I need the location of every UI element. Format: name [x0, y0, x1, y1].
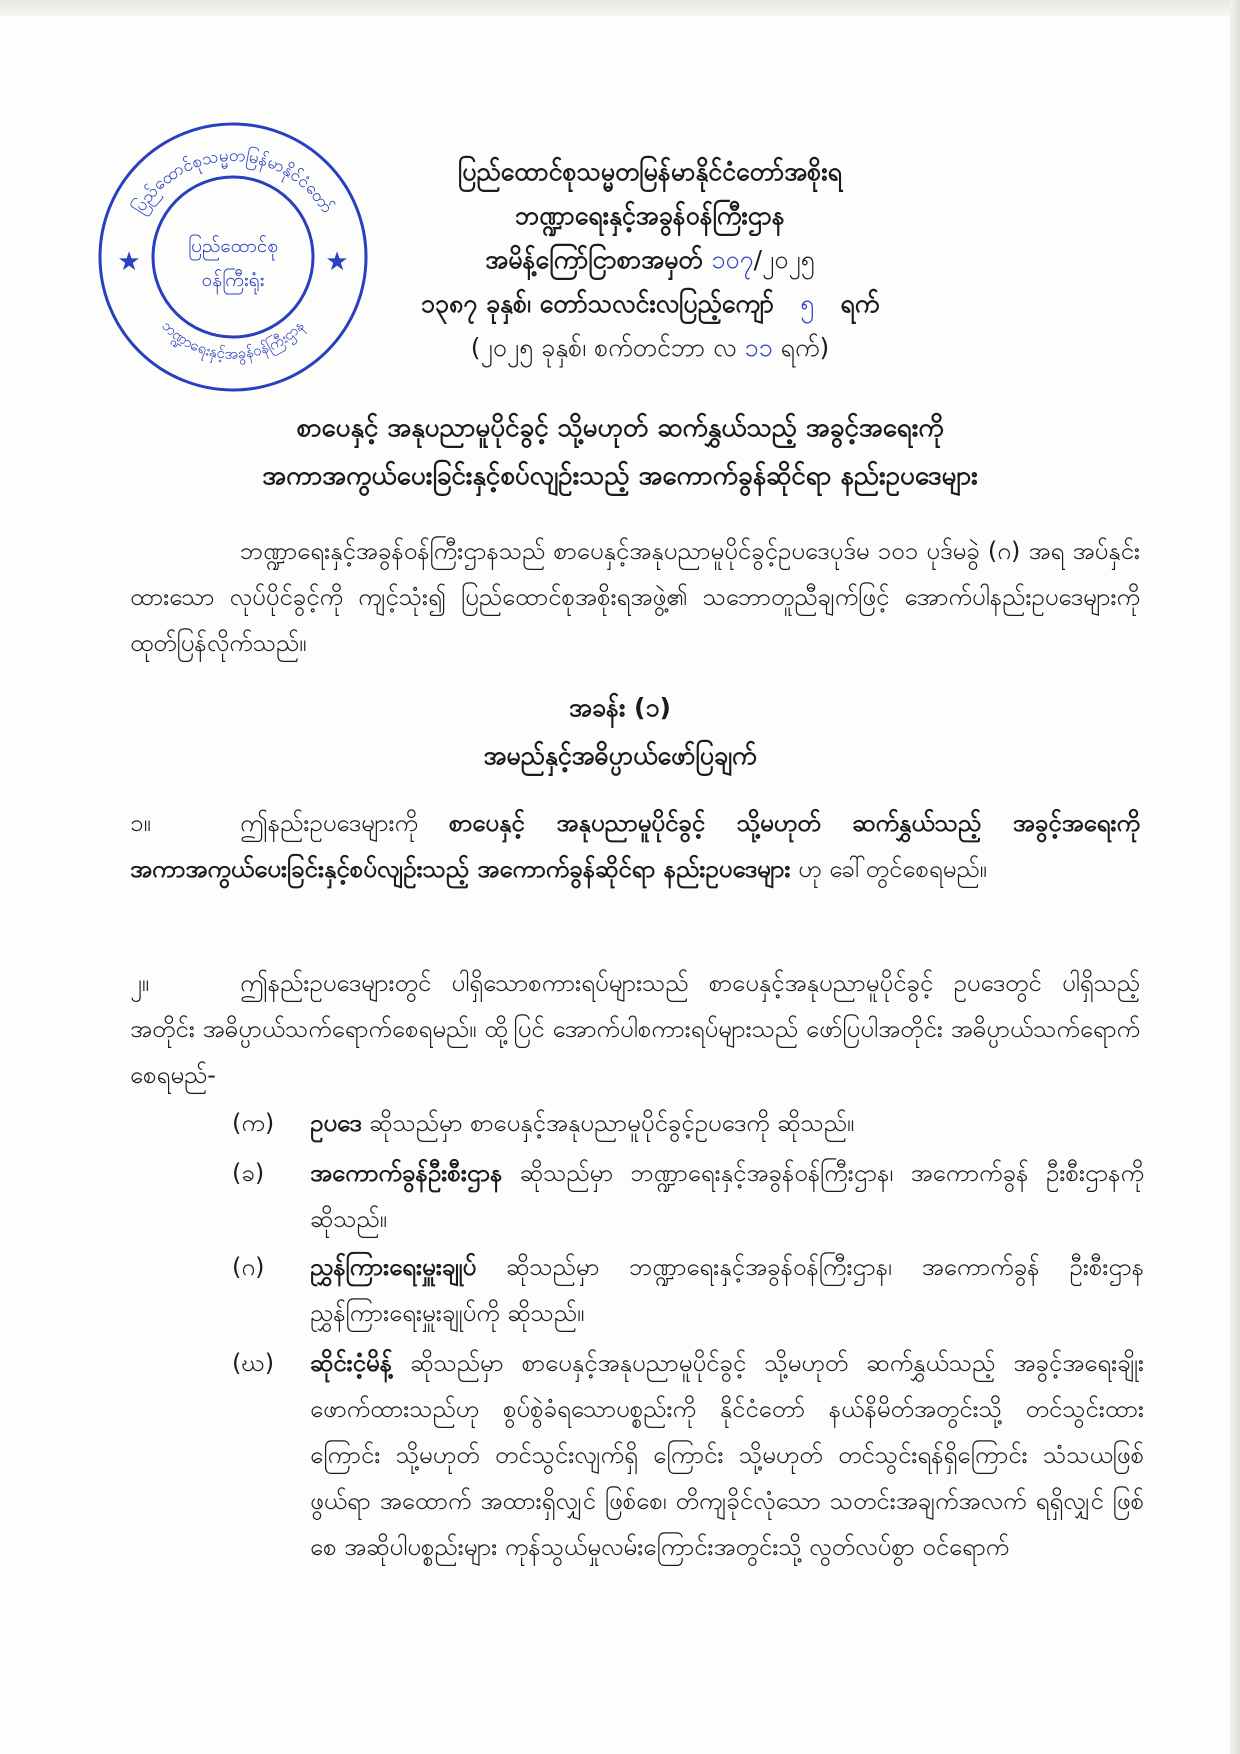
header-gregorian-date — [330, 326, 970, 370]
definition-mark: (က) — [232, 1109, 275, 1137]
chapter-title: အမည်နှင့်အဓိပ္ပာယ်ဖော်ပြချက် — [483, 741, 757, 770]
header-government: ပြည်ထောင်စုသမ္မတမြန်မာနိုင်ငံတော်အစိုးရ — [458, 157, 842, 186]
page-right-edge — [1230, 0, 1240, 1754]
seal-center-line-2: ဝန်ကြီးရုံး — [201, 269, 265, 291]
header-myanmar-date — [330, 282, 970, 326]
definition-term: ဆိုင်းငံ့မိန့် — [310, 1349, 393, 1377]
gregorian-date-text: (၂၀၂၅ ခုနှစ်၊ စက်တင်ဘာ လ — [470, 333, 737, 362]
header-notification-number — [330, 238, 970, 282]
chapter-heading — [140, 684, 1100, 780]
definition-term: ညွှန်ကြားရေးမှူးချုပ် — [310, 1253, 477, 1281]
section-1-rule-name: စာပေနှင့် အနုပညာမူပိုင်ခွင့် သို့မဟုတ် ဆက်နွှယ်သည့် အခွင့်အရေးကို အကာအကွယ်ပေးခြင်းနှင့်စပ်လျဉ်းသည့် အကောက်ခွန်ဆိုင်ရာ နည်းဥပဒေများ — [130, 809, 1140, 883]
chapter-label: အခန်း (၁) — [569, 693, 671, 722]
intro-paragraph: ဘဏ္ဍာရေးနှင့်အခွန်ဝန်ကြီးဌာနသည် စာပေနှင့်အနုပညာမူပိုင်ခွင့်ဥပဒေပုဒ်မ ၁၀၁ ပုဒ်မခွဲ (ဂ) အရ အပ်နှင်းထားသော လုပ်ပိုင်ခွင့်ကို ကျင့်သုံး၍ ပြည်ထောင်စုအစိုးရအဖွဲ့၏ သဘောတူညီချက်ဖြင့် အောက်ပါနည်းဥပဒေများကို ထုတ်ပြန်လိုက်သည်။ — [130, 537, 1140, 657]
document-header — [330, 150, 970, 370]
gregorian-date-day: ၁၁ — [744, 333, 773, 362]
definition-item — [232, 1100, 1144, 1146]
seal-ring-text-bottom: ဘဏ္ဍာရေးနှင့်အခွန်ဝန်ကြီးဌာန — [158, 316, 308, 363]
title-line-1: စာပေနှင့် အနုပညာမူပိုင်ခွင့် သို့မဟုတ် ဆက်နွှယ်သည့် အခွင့်အရေးကို — [296, 413, 944, 443]
header-ministry: ဘဏ္ဍာရေးနှင့်အခွန်ဝန်ကြီးဌာန — [515, 201, 785, 230]
section-2-text: ဤနည်းဥပဒေများတွင် ပါရှိသောစကားရပ်များသည် စာပေနှင့်အနုပညာမူပိုင်ခွင့် ဥပဒေတွင် ပါရှိသည့်အတိုင်း အဓိပ္ပာယ်သက်ရောက်စေရမည်။ ထို့ပြင် အောက်ပါစကားရပ်များသည် ဖော်ပြပါအတိုင်း အဓိပ္ပာယ်သက်ရောက်စေရမည်- — [130, 969, 1140, 1089]
section-1-number: ၁။ — [130, 809, 151, 837]
seal-star-icon-left: ★ — [117, 247, 141, 277]
myanmar-date-text: ၁၃၈၇ ခုနှစ်၊ တော်သလင်းလပြည့်ကျော် — [420, 289, 775, 318]
definition-text: ဆိုသည်မှာ စာပေနှင့်အနုပညာမူပိုင်ခွင့် သို့မဟုတ် ဆက်နွှယ်သည့် အခွင့်အရေးချိုးဖောက်ထားသည်ဟု စွပ်စွဲခံရသောပစ္စည်းကို နိုင်ငံတော် နယ်နိမိတ်အတွင်းသို့ တင်သွင်းထားကြောင်း သို့မဟုတ် တင်သွင်းလျက်ရှိ ကြောင်း သို့မဟုတ် တင်သွင်းရန်ရှိကြောင်း သံသယဖြစ်ဖွယ်ရာ အထောက် အထားရှိလျှင် ဖြစ်စေ၊ တိကျခိုင်လုံသော သတင်းအချက်အလက် ရရှိလျှင် ဖြစ်စေ အဆိုပါပစ္စည်းများ ကုန်သွယ်မှုလမ်းကြောင်းအတွင်းသို့ လွတ်လပ်စွာ ဝင်ရောက် — [310, 1349, 1144, 1561]
myanmar-date-suffix: ရက် — [840, 289, 880, 318]
definition-mark: (ဂ) — [232, 1253, 265, 1281]
seal-center-line-1: ပြည်ထောင်စု — [187, 235, 279, 257]
notification-year: /၂၀၂၅ — [753, 245, 815, 274]
definition-text: ဆိုသည်မှာ ဘဏ္ဍာရေးနှင့်အခွန်ဝန်ကြီးဌာန၊ အကောက်ခွန် ဦးစီးဌာန ညွှန်ကြားရေးမှူးချုပ်ကို ဆိုသည်။ — [310, 1253, 1144, 1327]
notification-label: အမိန့်ကြော်ငြာစာအမှတ် — [485, 245, 703, 274]
myanmar-date-day: ၅ — [800, 289, 815, 318]
section-2-number: ၂။ — [130, 969, 150, 997]
section-1-lead: ဤနည်းဥပဒေများကို — [240, 809, 418, 837]
official-seal — [96, 120, 370, 394]
definition-text: ဆိုသည်မှာ ဘဏ္ဍာရေးနှင့်အခွန်ဝန်ကြီးဌာန၊ အကောက်ခွန် ဦးစီးဌာနကို ဆိုသည်။ — [310, 1159, 1144, 1233]
definition-item — [232, 1340, 1144, 1570]
definition-item — [232, 1150, 1144, 1242]
section-1-tail: ဟု ခေါ်တွင်စေရမည်။ — [798, 855, 987, 883]
title-line-2: အကာအကွယ်ပေးခြင်းနှင့်စပ်လျဉ်းသည့် အကောက်ခွန်ဆိုင်ရာ နည်းဥပဒေများ — [262, 461, 978, 491]
definition-term: ဥပဒေ — [310, 1109, 362, 1137]
gregorian-date-suffix: ရက်) — [780, 333, 830, 362]
section-2 — [130, 960, 1140, 1098]
definition-mark: (ဃ) — [232, 1349, 275, 1377]
seal-ring-text-top: ပြည်ထောင်စုသမ္မတမြန်မာနိုင်ငံတော် — [129, 145, 338, 218]
definition-text: ဆိုသည်မှာ စာပေနှင့်အနုပညာမူပိုင်ခွင့်ဥပဒေကို ဆိုသည်။ — [369, 1109, 855, 1137]
definition-item — [232, 1244, 1144, 1336]
page-top-edge — [0, 0, 1240, 16]
document-title — [140, 404, 1100, 500]
definition-mark: (ခ) — [232, 1159, 265, 1187]
notification-number: ၁၀၇ — [711, 245, 754, 274]
definition-term: အကောက်ခွန်ဦးစီးဌာန — [310, 1159, 503, 1187]
seal-inner-ring — [153, 177, 313, 337]
section-1 — [130, 800, 1140, 892]
seal-star-icon-right: ★ — [325, 247, 349, 277]
